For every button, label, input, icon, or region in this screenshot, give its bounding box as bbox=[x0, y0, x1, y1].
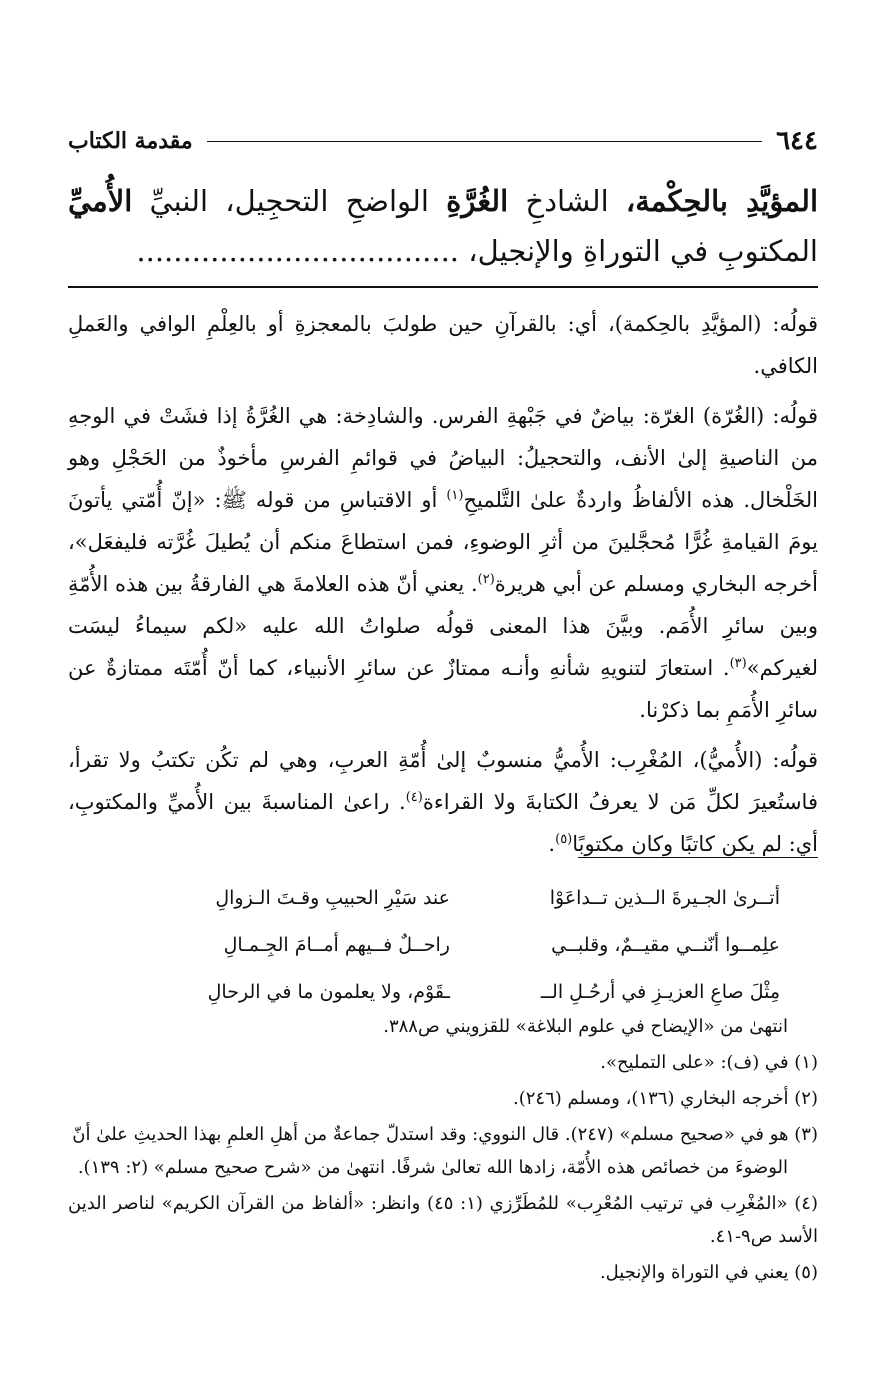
main-text bbox=[68, 176, 818, 276]
dotted-leader: ................................... bbox=[136, 234, 460, 268]
commentary-paragraph bbox=[68, 739, 818, 865]
footnote: (٥) يعني في التوراة والإنجيل. bbox=[599, 1262, 818, 1283]
commentary-text: . راعىٰ المناسبةَ بين الأُميِّ والمكتوبِ، أي: لم يكن كاتبًا وكان مكتوبًا bbox=[68, 790, 818, 856]
poem-source: انتهىٰ من «الإيضاح في علوم البلاغة» للقزويني ص٣٨٨. bbox=[383, 1016, 788, 1037]
verse-first-hemistich: مِثْلَ صاعِ العزيـزِ في أرحُـلِ الــ bbox=[540, 980, 780, 1003]
matn-segment: الشادخِ bbox=[508, 184, 626, 218]
commentary-text: أو الاقتباسِ من قوله ﷺ: «إنّ أُمّتي يأتونَ يومَ القيامةِ غُرًّا مُحجَّلينَ من أثرِ الوضوءِ، فمن استطاعَ منكم أن يُطيلَ غُرَّته فليفعَل»، أخرجه البخاري ومسلم عن أبي هريرة bbox=[68, 488, 818, 596]
matn-segment: الأُميِّ bbox=[68, 184, 133, 218]
footnote: (٢) أخرجه البخاري (١٣٦)، ومسلم (٢٤٦). bbox=[513, 1088, 818, 1109]
verse-second-hemistich: عند سَيْرِ الحبيبِ وقـتَ الـزوالِ bbox=[215, 886, 450, 909]
header-rule bbox=[207, 141, 762, 142]
commentary-text: قولُه: (الأُميُّ)، المُغْرِب: الأُميُّ منسوبٌ إلىٰ أُمّةِ العربِ، وهي لم تكُن تكتبُ ولا تقرأ، فاستُعيرَ لكلِّ مَن لا يعرفُ الكتابةَ ولا القراءة bbox=[68, 748, 818, 814]
commentary-text: . يعني أنّ هذه العلامةَ هي الفارقةُ بين هذه الأُمّةِ وبين سائرِ الأُمَم. وبيَّنَ هذا المعنى قولُه صلواتُ الله عليه «لكم سيماءُ ليسَت لغيركم» bbox=[68, 572, 818, 680]
footnote bbox=[68, 1118, 818, 1184]
matn-segment: المؤيَّدِ بالحِكْمة، bbox=[625, 184, 819, 218]
running-header bbox=[68, 124, 818, 158]
commentary-text: . bbox=[548, 832, 556, 856]
chapter-title: مقدمة الكتاب bbox=[68, 128, 193, 154]
footnote-ref[interactable]: (٤) bbox=[405, 790, 423, 805]
page-number: ٦٤٤ bbox=[776, 126, 818, 156]
footnote-ref[interactable]: (٢) bbox=[477, 572, 495, 587]
poem-verse bbox=[160, 968, 780, 1015]
poem bbox=[160, 874, 780, 1015]
commentary bbox=[68, 303, 818, 865]
verse-first-hemistich: علِمــوا أنّنــي مقيــمٌ، وقلبــي bbox=[551, 933, 780, 956]
footnote: (١) في (ف): «على التمليح». bbox=[600, 1052, 818, 1073]
footnote-text: (٣) هو في «صحيح مسلم» (٢٤٧). قال النووي: وقد استدلّ جماعةٌ من أهلِ العلمِ بهذا الحديثِ علىٰ أنّ bbox=[72, 1124, 818, 1145]
commentary-text: . استعارَ لتنويهِ شأنهِ وأنـه ممتازٌ عن سائرِ الأنبياء، كما أنّ أُمّتَه ممتازةٌ عن سائرِ الأُمَمِ بما ذكرْنا. bbox=[68, 656, 818, 722]
footnotes bbox=[68, 1010, 818, 1292]
verse-first-hemistich: أتــرىٰ الجـيرةَ الــذين تــداعَوْا bbox=[549, 886, 780, 909]
footnote-ref[interactable]: (٥) bbox=[555, 832, 573, 847]
footnote: (٤) «المُغْرِب في ترتيب المُعْرِب» للمُطَرِّزي (١: ٤٥) وانظر: «ألفاظ من القرآن الكريم» لناصر الدين الأسد ص٩-٤١. bbox=[68, 1193, 818, 1247]
matn-segment: الواضحِ التحجِيل، النبيِّ bbox=[132, 184, 447, 218]
footnote-text: الوضوءَ من خصائص هذه الأُمّة، زادها الله تعالىٰ شرفًا. انتهىٰ من «شرح صحيح مسلم» (٢: ١٣٩). bbox=[77, 1157, 788, 1178]
main-text-rule bbox=[68, 286, 818, 288]
verse-second-hemistich: ـقَوْم، ولا يعلمون ما في الرحالِ bbox=[207, 980, 450, 1003]
verse-second-hemistich: راحــلٌ فــيهم أمــامَ الجِـمـالِ bbox=[223, 933, 450, 956]
matn-segment: الغُرَّةِ bbox=[446, 184, 509, 218]
commentary-text: قولُه: (الغُرّة) الغرّة: بياضٌ في جَبْهةِ الفرس. والشادِخة: هي الغُرَّةُ إذا فشَتْ في الوجهِ من الناصيةِ إلىٰ الأنف، والتحجيلُ: البياضُ في قوائمِ الفرسِ مأخوذٌ من الحَجْلِ وهو الخَلْخال. هذه الألفاظُ واردةٌ علىٰ التَّلميحِ bbox=[68, 404, 818, 512]
footnote-ref[interactable]: (١) bbox=[446, 488, 464, 503]
footnote-rule bbox=[578, 857, 818, 858]
footnote-ref[interactable]: (٣) bbox=[729, 656, 747, 671]
commentary-paragraph: قولُه: (المؤيَّدِ بالحِكمة)، أي: بالقرآنِ حين طولبَ بالمعجزةِ أو بالعِلْمِ الوافي والعَملِ الكافي. bbox=[68, 312, 818, 378]
poem-verse bbox=[160, 921, 780, 968]
poem-verse bbox=[160, 874, 780, 921]
commentary-paragraph bbox=[68, 395, 818, 731]
matn-segment: المكتوبِ في التوراةِ والإنجيل، bbox=[468, 234, 818, 268]
